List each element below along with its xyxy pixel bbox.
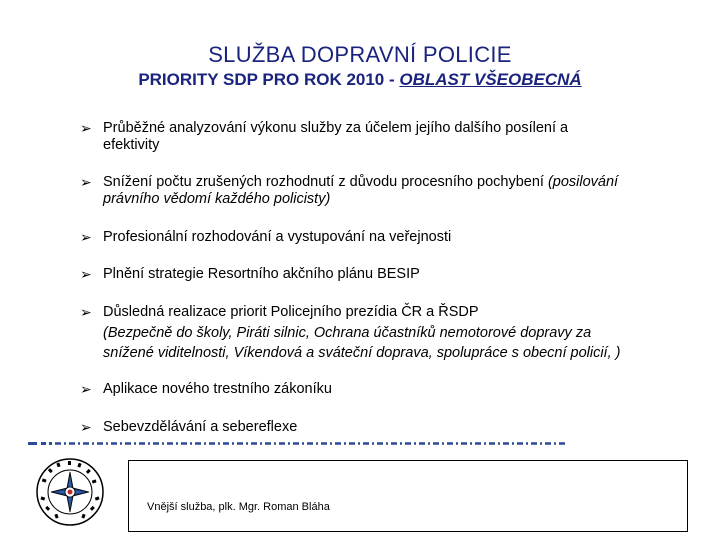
police-cz-emblem-icon <box>35 457 105 527</box>
bullet-item <box>80 419 690 436</box>
footer-text: Vnější služba, plk. Mgr. Roman Bláha <box>147 501 330 513</box>
arrow-bullet-icon: ➢ <box>80 229 92 245</box>
arrow-bullet-icon: ➢ <box>80 419 92 435</box>
bullet-text <box>103 120 690 153</box>
bullet-text <box>103 266 690 283</box>
bullet-line: efektivity <box>103 136 160 153</box>
bullet-line: Důsledná realizace priorit Policejního prezídia ČR a ŘSDP <box>103 304 479 320</box>
arrow-bullet-icon: ➢ <box>80 174 92 190</box>
bullet-line: Průběžné analyzování výkonu služby za účelem jejího dalšího posílení a <box>103 120 569 136</box>
divider-line <box>28 440 573 446</box>
bullet-text <box>103 419 690 436</box>
bullet-text <box>103 174 690 207</box>
slide-subtitle <box>0 70 720 90</box>
arrow-bullet-icon: ➢ <box>80 266 92 282</box>
bullet-line: Aplikace nového trestního zákoníku <box>103 381 332 397</box>
bullet-item <box>80 266 690 283</box>
bullet-text <box>103 304 690 362</box>
arrow-bullet-icon: ➢ <box>80 381 92 397</box>
arrow-bullet-icon: ➢ <box>80 120 92 136</box>
bullet-item <box>80 381 690 398</box>
bullet-line: Profesionální rozhodování a vystupování na veřejnosti <box>103 229 452 245</box>
bullet-line-italic: (posilování <box>547 174 619 190</box>
slide-title: SLUŽBA DOPRAVNÍ POLICIE <box>208 42 512 67</box>
bullet-text <box>103 381 690 398</box>
bullet-line-plain: Snížení počtu zrušených rozhodnutí z důvodu procesního pochybení <box>103 174 548 190</box>
arrow-bullet-icon: ➢ <box>80 304 92 320</box>
bullet-item <box>80 174 690 207</box>
subtitle-plain: PRIORITY SDP PRO ROK 2010 - <box>138 70 400 89</box>
bullet-item <box>80 229 690 246</box>
bullet-line: Plnění strategie Resortního akčního plánu BESIP <box>103 266 420 282</box>
subtitle-italic: OBLAST VŠEOBECNÁ <box>399 70 582 89</box>
bullet-text <box>103 229 690 246</box>
footer-box <box>128 460 688 532</box>
bullet-item <box>80 120 690 153</box>
bullet-item <box>80 304 690 362</box>
bullet-line: (Bezpečně do školy, Piráti silnic, Ochrana účastníků nemotorové dopravy za <box>103 324 592 341</box>
bullet-line <box>103 174 690 191</box>
bullet-line: snížené viditelnosti, Víkendová a sváteční doprava, spolupráce s obecní policií, ) <box>103 345 621 361</box>
bullet-line: Sebevzdělávání a sebereflexe <box>103 419 298 435</box>
bullet-line: právního vědomí každého policisty) <box>103 190 331 207</box>
